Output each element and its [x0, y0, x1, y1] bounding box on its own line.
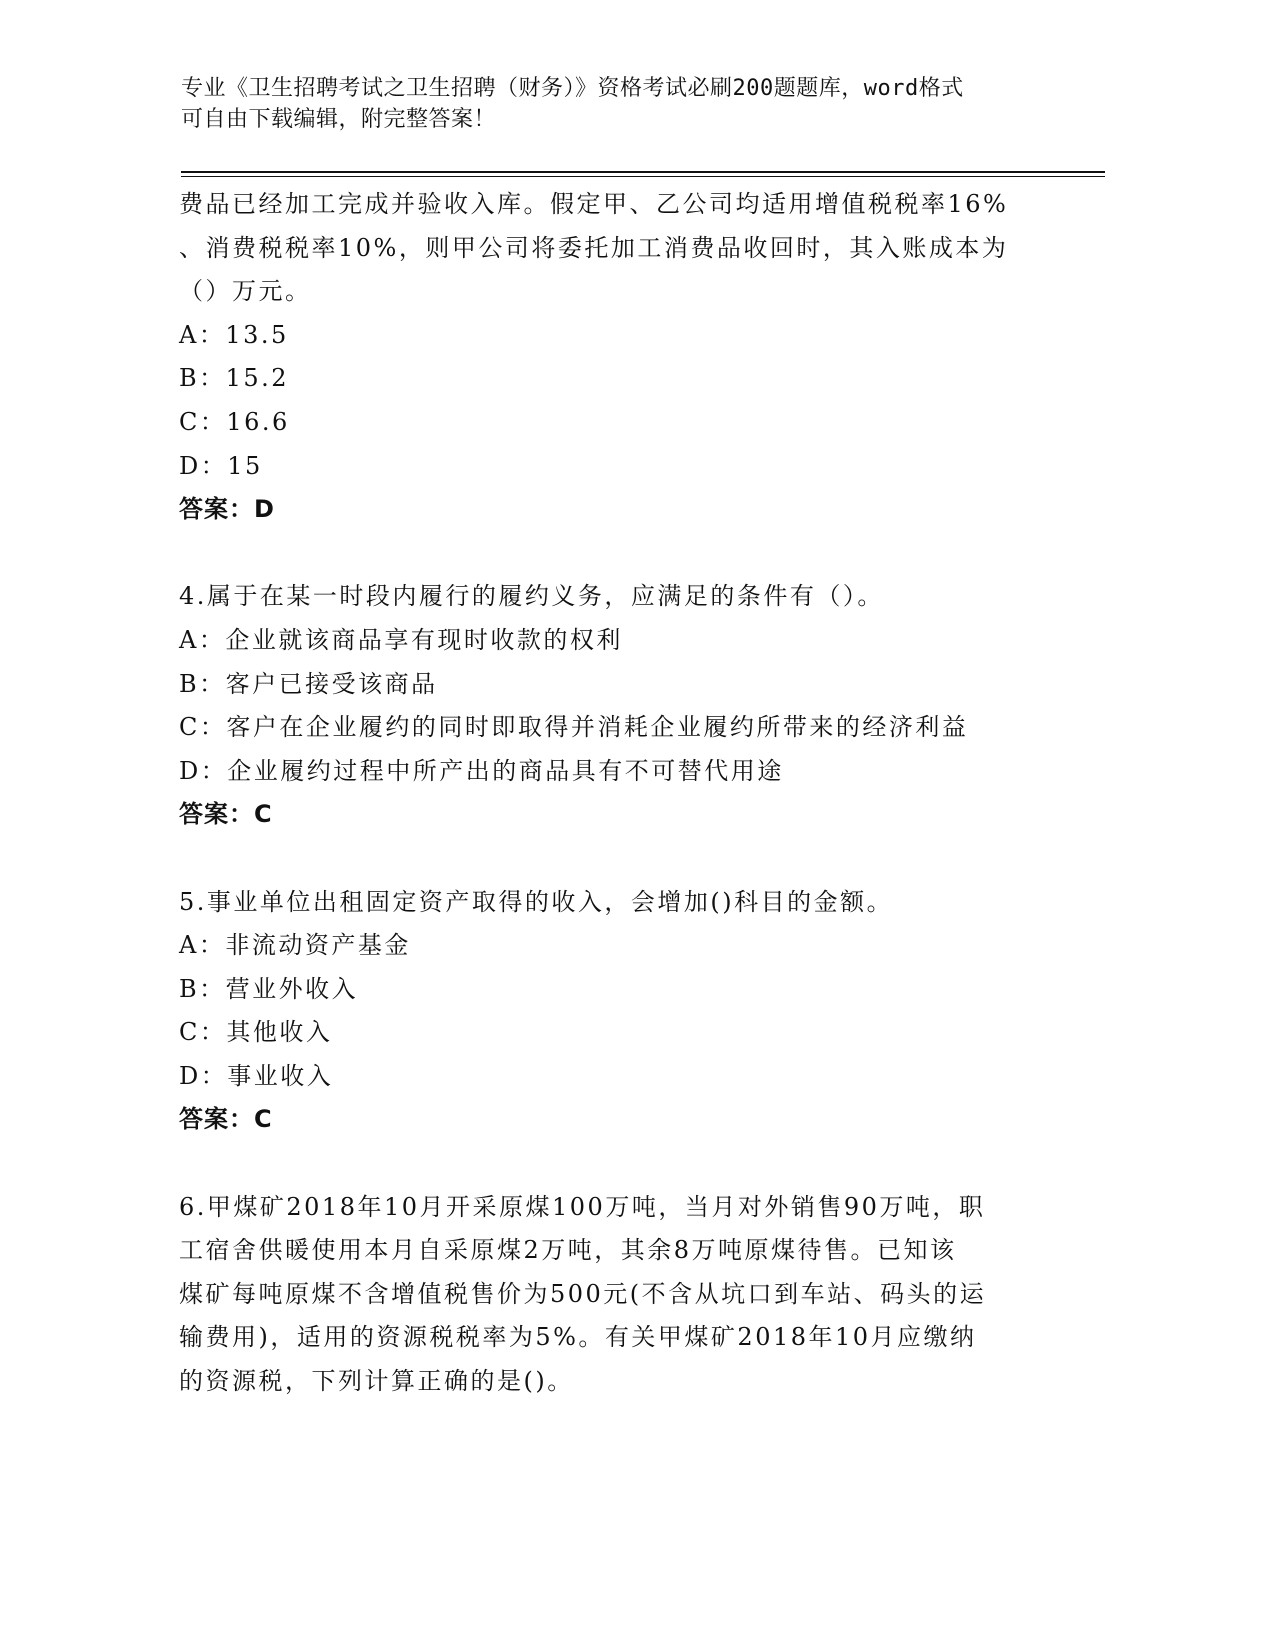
answer: 答案：C	[179, 1105, 273, 1134]
option-d: D：企业履约过程中所产出的商品具有不可替代用途	[179, 756, 784, 785]
option-b: B：营业外收入	[179, 974, 359, 1003]
option-a: A：13.5	[179, 320, 289, 349]
question-text-line: （）万元。	[179, 277, 312, 306]
option-a: A：企业就该商品享有现时收款的权利	[179, 625, 623, 654]
question-5	[179, 881, 1069, 1143]
spacer	[179, 532, 1069, 576]
page-header	[181, 73, 1081, 135]
option-a: A：非流动资产基金	[179, 931, 411, 960]
option-d: D：事业收入	[179, 1061, 334, 1090]
answer: 答案：C	[179, 800, 273, 829]
spacer	[179, 1142, 1069, 1186]
question-text-line: 4.属于在某一时段内履行的履约义务，应满足的条件有（）。	[179, 582, 884, 611]
header-rule-thin	[181, 176, 1105, 177]
option-c: C：客户在企业履约的同时即取得并消耗企业履约所带来的经济利益	[179, 713, 969, 742]
question-text-line: 煤矿每吨原煤不含增值税售价为500元(不含从坑口到车站、码头的运	[179, 1279, 987, 1308]
question-4	[179, 575, 1069, 837]
question-6	[179, 1186, 1069, 1404]
option-b: B：客户已接受该商品	[179, 669, 438, 698]
question-text-line: 费品已经加工完成并验收入库。假定甲、乙公司均适用增值税税率16%	[179, 190, 1009, 218]
question-text-line: 输费用)，适用的资源税税率为5%。有关甲煤矿2018年10月应缴纳	[179, 1323, 977, 1352]
question-text-line: 5.事业单位出租固定资产取得的收入，会增加()科目的金额。	[179, 887, 894, 916]
option-b: B：15.2	[179, 364, 290, 393]
header-line-2: 可自由下载编辑，附完整答案！	[181, 107, 497, 132]
question-3	[179, 183, 1069, 532]
option-c: C：16.6	[179, 407, 290, 436]
spacer	[179, 837, 1069, 881]
option-c: C：其他收入	[179, 1018, 333, 1047]
option-d: D：15	[179, 451, 263, 480]
answer: 答案：D	[179, 495, 275, 524]
header-line-1: 专业《卫生招聘考试之卫生招聘（财务）》资格考试必刷200题题库，word格式	[181, 76, 964, 101]
header-rule-thick	[181, 171, 1105, 173]
question-content	[179, 183, 1069, 1404]
question-text-line: 的资源税，下列计算正确的是()。	[179, 1367, 574, 1396]
question-text-line: 工宿舍供暖使用本月自采原煤2万吨，其余8万吨原煤待售。已知该	[179, 1236, 957, 1265]
question-text-line: 6.甲煤矿2018年10月开采原煤100万吨，当月对外销售90万吨，职	[179, 1192, 986, 1221]
question-text-line: 、消费税税率10%，则甲公司将委托加工消费品收回时，其入账成本为	[179, 233, 1009, 262]
